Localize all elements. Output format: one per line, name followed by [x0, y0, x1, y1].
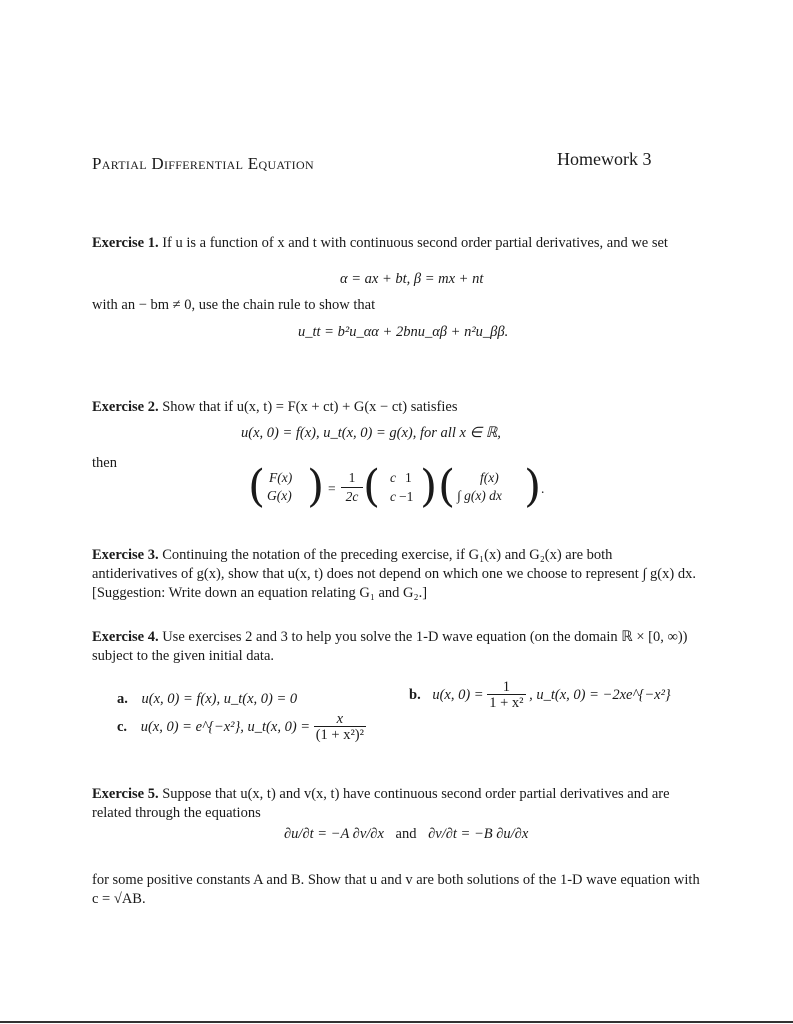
item-a-text: u(x, 0) = f(x), u_t(x, 0) = 0	[141, 691, 298, 707]
exercise-5-text: Suppose that u(x, t) and v(x, t) have continuous second order partial derivatives and are related through the equations	[92, 786, 670, 821]
item-b-denominator: 1 + x²	[489, 695, 524, 711]
item-b-label: b.	[409, 687, 421, 703]
exercise-5-intro	[92, 785, 701, 823]
exercise-4-label: Exercise 4.	[92, 629, 159, 645]
matrix-entry-11: c	[390, 470, 396, 485]
left-paren: (	[248, 461, 266, 512]
exercise-3-label: Exercise 3.	[92, 547, 159, 563]
left-paren: (	[363, 461, 381, 512]
matrix-entry-12: 1	[405, 470, 412, 485]
exercise-4-item-a	[117, 691, 297, 708]
lhs-bottom: G(x)	[267, 488, 292, 503]
item-b-fraction	[487, 680, 525, 711]
exercise-2-initial-data: u(x, 0) = f(x), u_t(x, 0) = g(x), for all x ∈ ℝ,	[241, 425, 501, 441]
exercise-5-left-equation: ∂u/∂t = −A ∂v/∂x	[284, 826, 384, 843]
exercise-4-item-c	[117, 712, 366, 743]
exercise-1-label: Exercise 1.	[92, 235, 159, 251]
homework-page: Partial Differential Equation Homework 3 Exercise 1. If u is a function of x and t with continuous second order partial derivatives, and we set α = ax + bt, β = mx + nt with an − bm ≠ 0, use the chain rule to show that u_tt = b²u_αα + 2bnu_αβ + n²u_ββ. Exercise 2. Show that if u(x, t) = F(x + ct) + G(x − ct) satisfies u(x, 0) = f(x), u_t(x, 0) = g(x), for all x ∈ ℝ, then ( F(x) G(x) ) = 1 2c ( c 1 c −1 ) ( f(x) ∫ g(x) dx ) . Exercise 3. Continuing the notation of the preceding exercise, if G₁(x) and G₂(x) are both antiderivatives of g(x), show that u(x, t) does not depend on which one we choose to represent ∫ g(x) dx. [Suggestion: Write down an equation relating G₁ and G₂.] Exercise 4. Use exercises 2 and 3 to help you solve the 1-D wave equation (on the domain ℝ × [0, ∞)) subject to the given initial data. a. u(x, 0) = f(x), u_t(x, 0) = 0 b. u(x, 0) = $\frac{1}{\text{1 + x²}}$ , u_t(x, 0) = −2xe^{−x²} c. u(x, 0) = e^{−x²}, u_t(x, 0) = $\frac{x}{\text{(1 + x²)²}}$ Exercise 5. Suppose that u(x, t) and v(x, t) have continuous second order partial derivatives and are related through the equations ∂u/∂t = −A ∂v/∂x and ∂v/∂t = −B ∂u/∂x for some positive constants A and B. Show that u and v are both solutions of the 1-D wave equation with c = √AB.	[0, 0, 793, 1024]
exercise-1-condition: with an − bm ≠ 0, use the chain rule to show that	[92, 297, 376, 313]
exercise-5-label: Exercise 5.	[92, 786, 159, 802]
lhs-top: F(x)	[269, 470, 293, 485]
right-paren: )	[524, 461, 542, 512]
exercise-4-intro	[92, 628, 701, 666]
course-title: Partial Differential Equation	[92, 154, 314, 173]
item-c-lhs: u(x, 0) = e^{−x²}, u_t(x, 0) =	[140, 719, 311, 735]
item-b-rest: , u_t(x, 0) = −2xe^{−x²}	[529, 687, 671, 703]
left-paren: (	[438, 461, 456, 512]
page-bottom-border	[0, 1021, 793, 1023]
exercise-4-text: Use exercises 2 and 3 to help you solve the 1-D wave equation (on the domain ℝ × [0, ∞)) subject to the given initial data.	[92, 629, 688, 664]
fraction-bar	[341, 487, 363, 488]
coefficient-numerator: 1	[348, 470, 356, 485]
exercise-1-intro	[92, 234, 701, 253]
exercise-2-label: Exercise 2.	[92, 399, 159, 415]
exercise-2-then: then	[92, 455, 117, 471]
exercise-2-text: Show that if u(x, t) = F(x + ct) + G(x − ct) satisfies	[162, 399, 458, 415]
item-a-label: a.	[117, 691, 128, 707]
exercise-1-result: u_tt = b²u_αα + 2bnu_αβ + n²u_ββ.	[298, 324, 509, 340]
matrix-entry-21: c	[390, 489, 396, 504]
item-b-numerator: 1	[502, 679, 510, 695]
right-paren: )	[420, 461, 438, 512]
exercise-5-right-equation: ∂v/∂t = −B ∂u/∂x	[428, 826, 529, 843]
item-c-label: c.	[117, 719, 128, 735]
matrix-entry-22: −1	[399, 489, 414, 504]
rhs-top: f(x)	[480, 470, 499, 485]
exercise-1-substitution: α = ax + bt, β = mx + nt	[340, 271, 484, 287]
exercise-4-item-b	[409, 680, 671, 711]
exercise-2-intro	[92, 398, 701, 417]
exercise-3-text: Continuing the notation of the preceding exercise, if G₁(x) and G₂(x) are both antiderivatives of g(x), show that u(x, t) does not depend on which one we choose to represent ∫ g(x) dx. [Suggestion: Write down an equation relating G₁ and G₂.]	[92, 547, 696, 601]
exercise-3	[92, 546, 701, 603]
exercise-5-and: and	[395, 826, 417, 843]
homework-number: Homework 3	[557, 149, 652, 169]
item-b-lhs: u(x, 0) =	[432, 687, 484, 703]
item-c-denominator: (1 + x²)²	[315, 727, 364, 743]
exercise-1-text: If u is a function of x and t with continuous second order partial derivatives, and we set	[162, 235, 668, 251]
item-c-fraction	[314, 712, 366, 743]
exercise-5-equations	[284, 826, 528, 843]
item-c-numerator: x	[336, 711, 344, 727]
coefficient-denominator: 2c	[345, 489, 359, 504]
rhs-bottom: ∫ g(x) dx	[457, 488, 502, 503]
exercise-5-conclusion: for some positive constants A and B. Show that u and v are both solutions of the 1-D wave equation with c = √AB.	[92, 872, 700, 907]
right-paren: )	[307, 461, 325, 512]
